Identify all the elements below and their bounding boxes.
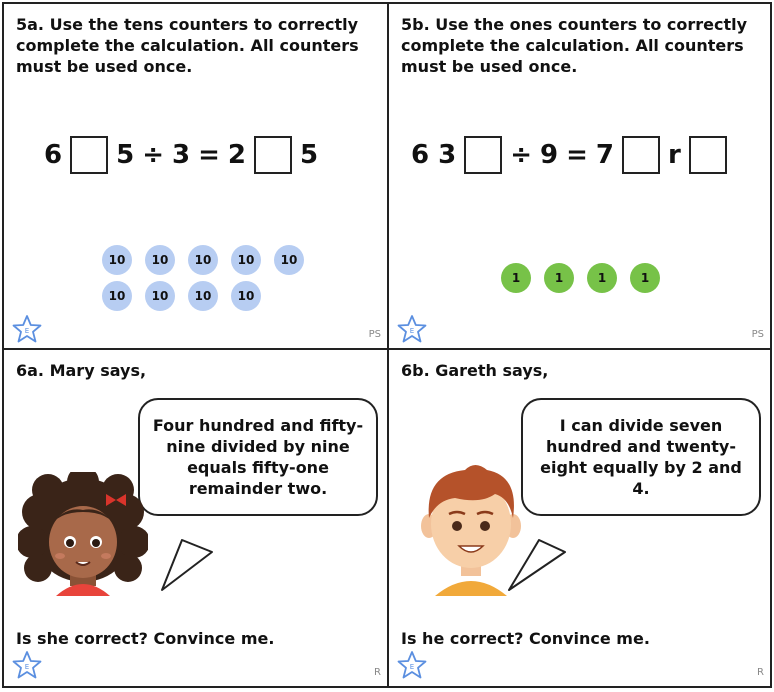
equals-sign: = (198, 140, 220, 170)
digit: 6 (44, 140, 63, 170)
question-6a-text: 6a. Mary says, (16, 361, 147, 380)
question-6a-panel (3, 349, 388, 687)
question-5a-text: 5a. Use the tens counters to correctly complete the calculation. All counters must be used once. (16, 15, 359, 76)
tens-counter[interactable]: 10 (102, 245, 132, 275)
question-6b-prompt: Is he correct? Convince me. (401, 629, 650, 648)
digit: 2 (227, 140, 246, 170)
question-5b-panel (388, 3, 771, 349)
tens-counter[interactable]: 10 (231, 281, 261, 311)
ones-counter[interactable]: 1 (587, 263, 617, 293)
divisor: 3 (171, 140, 191, 170)
answer-box-quotient-ones[interactable] (622, 136, 660, 174)
calculation-5a (40, 136, 322, 174)
divisor: 9 (540, 140, 559, 170)
question-6b-text: 6b. Gareth says, (401, 361, 549, 380)
ones-counter[interactable]: 1 (630, 263, 660, 293)
digit: 5 (116, 140, 135, 170)
speech-bubble: I can divide seven hundred and twenty-eight equally by 2 and 4. (521, 398, 761, 516)
speech-bubble: Four hundred and fifty-nine divided by nine equals fifty-one remainder two. (138, 398, 378, 516)
question-5b-text: 5b. Use the ones counters to correctly complete the calculation. All counters must be used once. (401, 15, 748, 76)
question-6b-panel (388, 349, 771, 687)
answer-box-remainder[interactable] (689, 136, 727, 174)
digit: 5 (299, 140, 319, 170)
ones-counter[interactable]: 1 (501, 263, 531, 293)
boy-avatar-icon (415, 460, 527, 596)
tens-counter[interactable]: 10 (188, 245, 218, 275)
girl-avatar-icon (18, 472, 148, 596)
tens-counter[interactable]: 10 (145, 245, 175, 275)
answer-box-quotient-tens[interactable] (254, 136, 292, 174)
question-5a-panel (3, 3, 388, 349)
svg-text:E: E (409, 327, 415, 335)
svg-text:E: E (409, 663, 415, 671)
star-icon (397, 314, 427, 344)
tens-counter[interactable]: 10 (102, 281, 132, 311)
answer-box-ones[interactable] (464, 136, 502, 174)
ones-counter[interactable]: 1 (544, 263, 574, 293)
svg-text:E: E (24, 327, 30, 335)
calculation-5b (407, 136, 731, 174)
tens-counter[interactable]: 10 (145, 281, 175, 311)
question-6a-prompt: Is she correct? Convince me. (16, 629, 275, 648)
divide-sign: ÷ (510, 140, 533, 170)
worksheet (2, 2, 772, 688)
star-icon (12, 314, 42, 344)
remainder-label: r (668, 140, 681, 170)
skill-tag: R (374, 667, 381, 678)
dividend-digits: 6 3 (411, 140, 457, 170)
tens-counter[interactable]: 10 (231, 245, 261, 275)
divide-sign: ÷ (142, 140, 164, 170)
star-icon (12, 650, 42, 680)
digit: 7 (595, 140, 615, 170)
tens-counter[interactable]: 10 (274, 245, 304, 275)
skill-tag: R (757, 667, 764, 678)
skill-tag: PS (751, 329, 764, 340)
skill-tag: PS (368, 329, 381, 340)
equals-sign: = (566, 140, 588, 170)
svg-text:E: E (24, 663, 30, 671)
star-icon (397, 650, 427, 680)
answer-box-tens[interactable] (70, 136, 108, 174)
tens-counter[interactable]: 10 (188, 281, 218, 311)
